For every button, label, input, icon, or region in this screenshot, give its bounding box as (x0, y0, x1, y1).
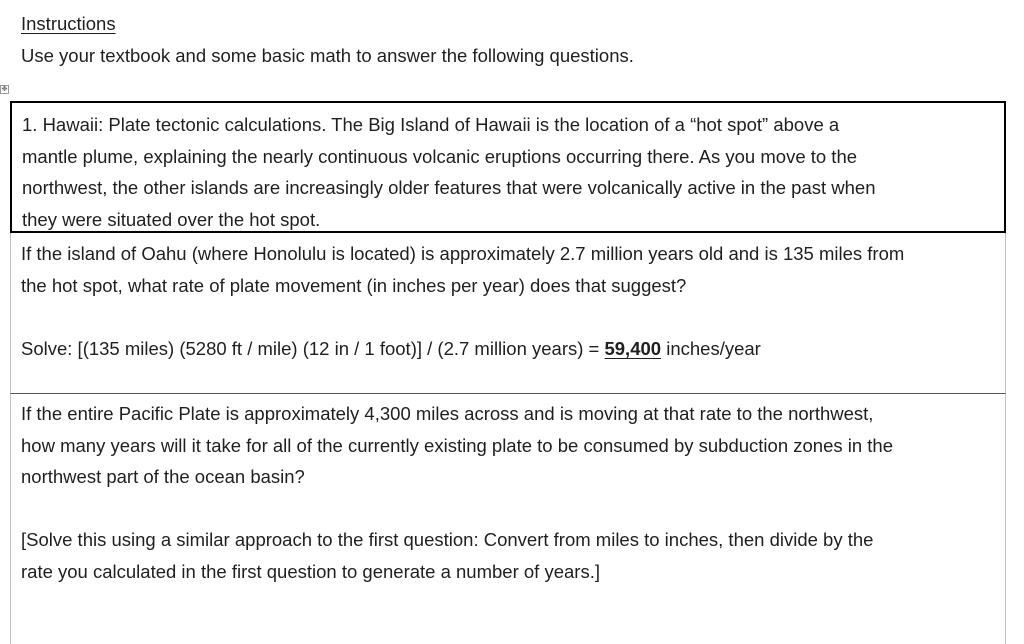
solve-line (21, 333, 995, 365)
instructions-heading: Instructions (21, 13, 116, 34)
question-2-line: If the entire Pacific Plate is approximately 4,300 miles across and is moving at that rate to the northwest, (21, 403, 874, 424)
table-cell-problem-statement[interactable] (10, 101, 1006, 233)
hint-line: [Solve this using a similar approach to the first question: Convert from miles to inches, then divide by the (21, 529, 874, 550)
blank-line (21, 493, 995, 525)
table-cell-question-1[interactable] (10, 233, 1006, 394)
table-cell-question-2[interactable] (10, 394, 1006, 644)
hint-line: rate you calculated in the first question to generate a number of years.] (21, 560, 600, 582)
blank-line (21, 301, 995, 333)
solve-prefix: Solve: [(135 miles) (5280 ft / mile) (12 in / 1 foot)] / (2.7 million years) = (21, 337, 605, 359)
problem-statement-line: they were situated over the hot spot. (22, 208, 321, 230)
problem-statement-line: 1. Hawaii: Plate tectonic calculations. The Big Island of Hawaii is the location of a “hot spot” above a (22, 114, 840, 135)
question-1-line: the hot spot, what rate of plate movement (in inches per year) does that suggest? (21, 274, 687, 296)
problem-statement-line: mantle plume, explaining the nearly continuous volcanic eruptions occurring there. As you move to the (22, 145, 858, 167)
question-2-line: how many years will it take for all of the currently existing plate to be consumed by subduction zones in the (21, 434, 894, 456)
question-table (10, 101, 1006, 644)
solve-suffix: inches/year (661, 337, 761, 359)
question-2-line: northwest part of the ocean basin? (21, 466, 305, 487)
instructions-intro: Use your textbook and some basic math to answer the following questions. (21, 45, 634, 66)
table-move-handle-icon[interactable]: ✥ (1, 86, 8, 93)
question-1-line: If the island of Oahu (where Honolulu is located) is approximately 2.7 million years old and is 135 miles from (21, 243, 905, 264)
problem-statement-line: northwest, the other islands are increasingly older features that were volcanically active in the past when (22, 177, 876, 198)
solve-answer: 59,400 (604, 337, 662, 359)
